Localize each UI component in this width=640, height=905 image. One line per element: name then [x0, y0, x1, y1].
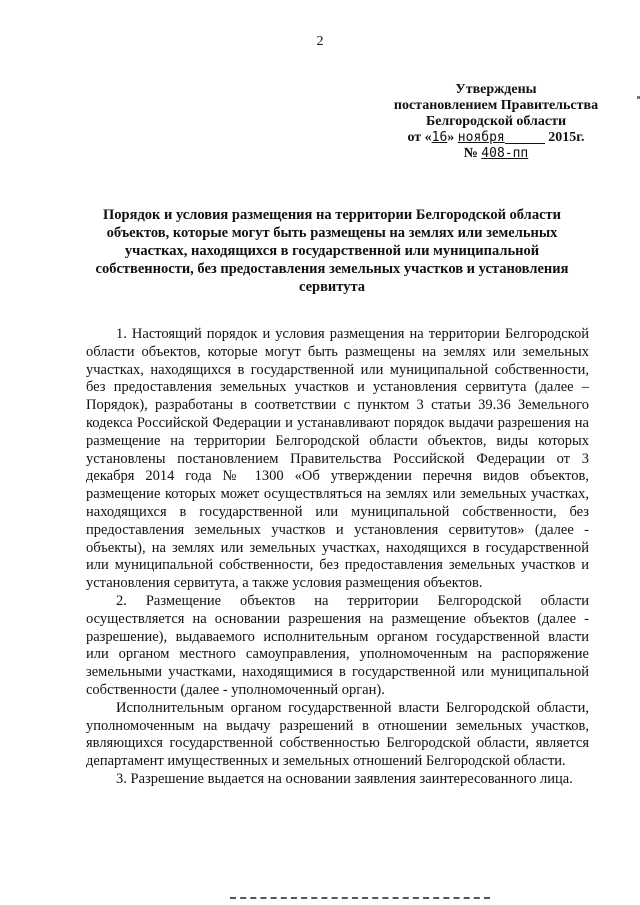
approval-line-1: Утверждены	[455, 82, 537, 97]
document-title: Порядок и условия размещения на территории Белгородской области объектов, которые могут быть размещены на землях или земельных участках, находящихся в государственной или муниципальной собственности, без предоставления земельных участков и установления сервитута	[95, 207, 569, 295]
document-body	[86, 326, 589, 789]
paragraph-2: 2. Размещение объектов на территории Белгородской области осуществляется на основании разрешения на размещение объектов (далее - разрешение), выдаваемого исполнительным органом государственной власти или органом местного самоуправления, уполномоченным на распоряжение земельными участками, находящимися в государственной или муниципальной собственности (далее - уполномоченный орган).	[86, 592, 589, 698]
date-blank	[505, 142, 545, 144]
date-prefix: от «	[407, 130, 432, 145]
decree-number: 408-пп	[481, 146, 529, 161]
paragraph-4: 3. Разрешение выдается на основании заявления заинтересованного лица.	[116, 770, 573, 787]
paragraph-3: Исполнительным органом государственной власти Белгородской области, уполномоченным на выдачу разрешений в отношении земельных участков, являющихся государственной собственностью Белгородской области, является департамент имущественных и земельных отношений Белгородской области.	[86, 699, 589, 770]
date-month: ноября	[457, 130, 505, 145]
approval-block	[376, 82, 616, 162]
approval-line-3: Белгородской области	[425, 114, 567, 129]
scan-footer-artifact	[230, 897, 490, 899]
approval-date-line	[376, 130, 616, 146]
date-year: 2015г.	[548, 130, 585, 145]
date-mid: »	[447, 130, 455, 145]
date-day: 16	[431, 130, 448, 145]
number-prefix: №	[463, 146, 478, 161]
paragraph-1: 1. Настоящий порядок и условия размещения на территории Белгородской области объектов, которые могут быть размещены на землях или земельных участках, находящихся в государственной или муниципальной собственности, без предоставления земельных участков и установления сервитута (далее – Порядок), разработаны в соответствии с пунктом 3 статьи 39.36 Земельного кодекса Российской Федерации и устанавливают порядок выдачи разрешения на размещение на территории Белгородской области объектов, виды которых установлены постановлением Правительства Российской Федерации от 3 декабря 2014 года № 1300 «Об утверждении перечня видов объектов, размещение которых может осуществляться на землях или земельных участках, находящихся в государственной или муниципальной собственности, без предоставления земельных участков и установления сервитутов» (далее - объекты), на землях или земельных участках, находящихся в государственной или муниципальной собственности, без предоставления земельных участков и установления сервитута, а также условия размещения объектов.	[86, 326, 589, 592]
approval-number-line	[376, 146, 616, 162]
page-number: 2	[316, 34, 324, 49]
approval-line-2: постановлением Правительства	[393, 98, 599, 113]
